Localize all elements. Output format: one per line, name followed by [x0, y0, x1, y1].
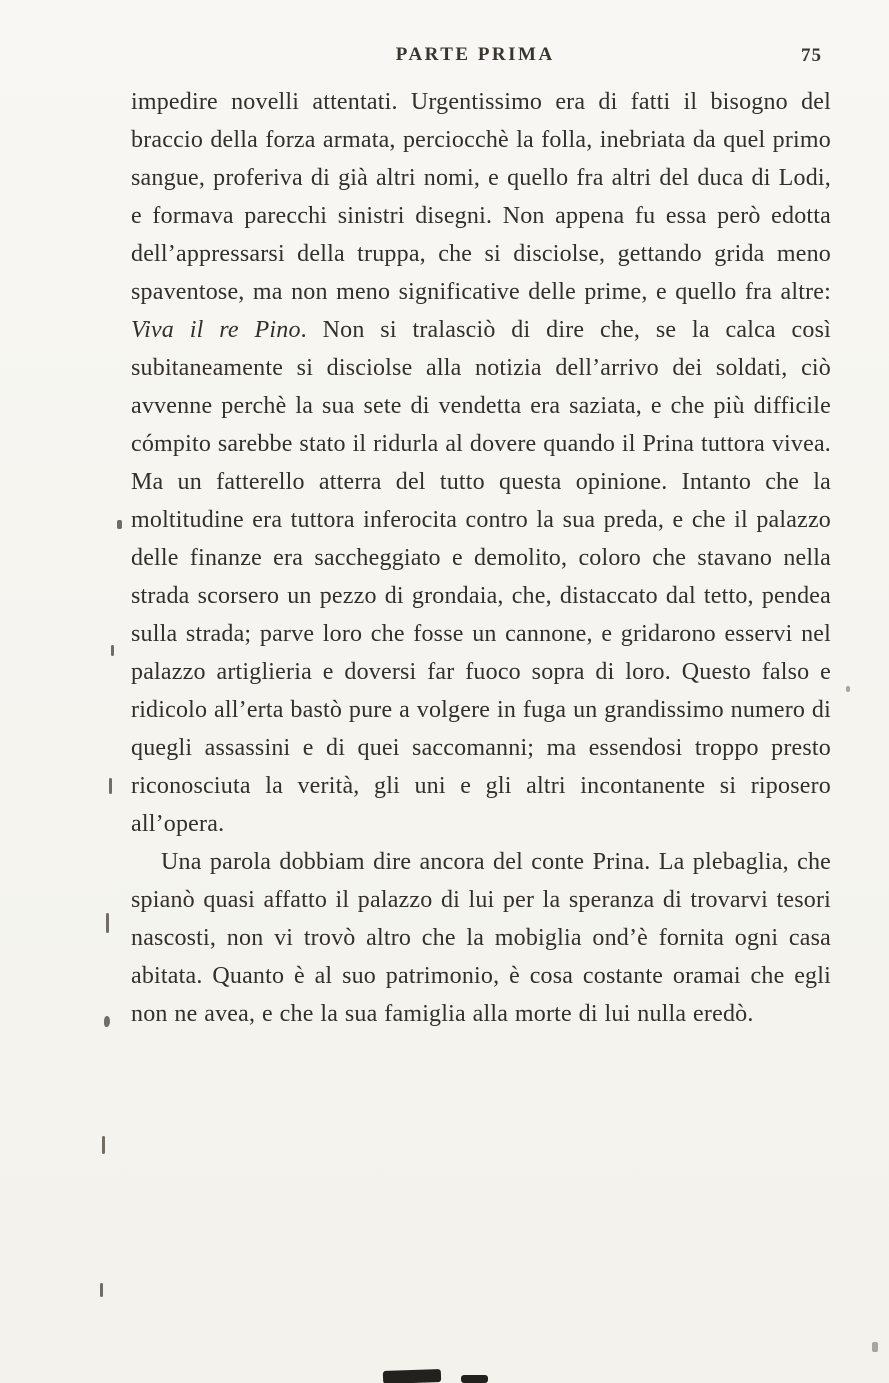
scan-artifact-right-1 — [846, 686, 850, 692]
scan-artifact-left-3 — [109, 778, 112, 794]
page-header — [130, 44, 830, 72]
scan-artifact-bottom-1 — [383, 1369, 441, 1383]
scan-artifact-bottom-2 — [461, 1375, 488, 1383]
scan-artifact-left-6 — [102, 1136, 105, 1154]
paragraph-1-text-b: . Non si tralasciò di dire che, se la calca così subitaneamente si disciolse alla notizia dell’arrivo dei soldati, ciò avvenne perchè la sua sete di vendetta era saziata, e che più difficile cómpito sarebbe stato il ridurla al dovere quando il Prina tuttora vivea. Ma un fatterello atterra del tutto questa opinione. Intanto che la moltitudine era tuttora inferocita contro la sua preda, e che il palazzo delle finanze era saccheggiato e demolito, coloro che stavano nella strada scorsero un pezzo di grondaia, che, distaccato dal tetto, pendea sulla strada; parve loro che fosse un cannone, e gridarono esservi nel palazzo artiglieria e doversi far fuoco sopra di loro. Questo falso e ridicolo all’erta bastò pure a volgere in fuga un grandissimo numero di quegli assassini e di quei saccomanni; ma essendosi troppo presto riconosciuta la verità, gli uni e gli altri incontanente si riposero all’opera. — [131, 317, 831, 837]
scan-artifact-left-5 — [104, 1016, 110, 1027]
paragraph-1 — [131, 83, 831, 843]
paragraph-2: Una parola dobbiam dire ancora del conte Prina. La plebaglia, che spianò quasi affatto il palazzo di lui per la speranza di trovarvi tesori nascosti, non vi trovò altro che la mobiglia ond’è fornita ogni casa abitata. Quanto è al suo patrimonio, è cosa costante oramai che egli non ne avea, e che la sua famiglia alla morte di lui nulla eredò. — [131, 849, 831, 1027]
scan-artifact-left-2 — [111, 645, 114, 656]
paragraph-1-text-a: impedire novelli attentati. Urgentissimo era di fatti il bisogno del braccio della forza armata, perciocchè la folla, inebriata da quel primo sangue, proferiva di già altri nomi, e quello fra altri del duca di Lodi, e formava parecchi sinistri disegni. Non appena fu essa però edotta dell’appressarsi della truppa, che si disciolse, gettando grida meno spaventose, ma non meno significative delle prime, e quello fra altre: — [131, 89, 831, 305]
scan-artifact-bottom-right — [872, 1342, 878, 1352]
section-title: PARTE PRIMA — [395, 44, 555, 65]
body-text — [131, 83, 831, 1033]
scan-artifact-left-1 — [117, 520, 122, 529]
scan-artifact-left-4 — [106, 913, 109, 933]
page-number: 75 — [801, 45, 822, 66]
italic-phrase: Viva il re Pino — [131, 317, 301, 343]
scan-artifact-left-7 — [100, 1283, 103, 1297]
